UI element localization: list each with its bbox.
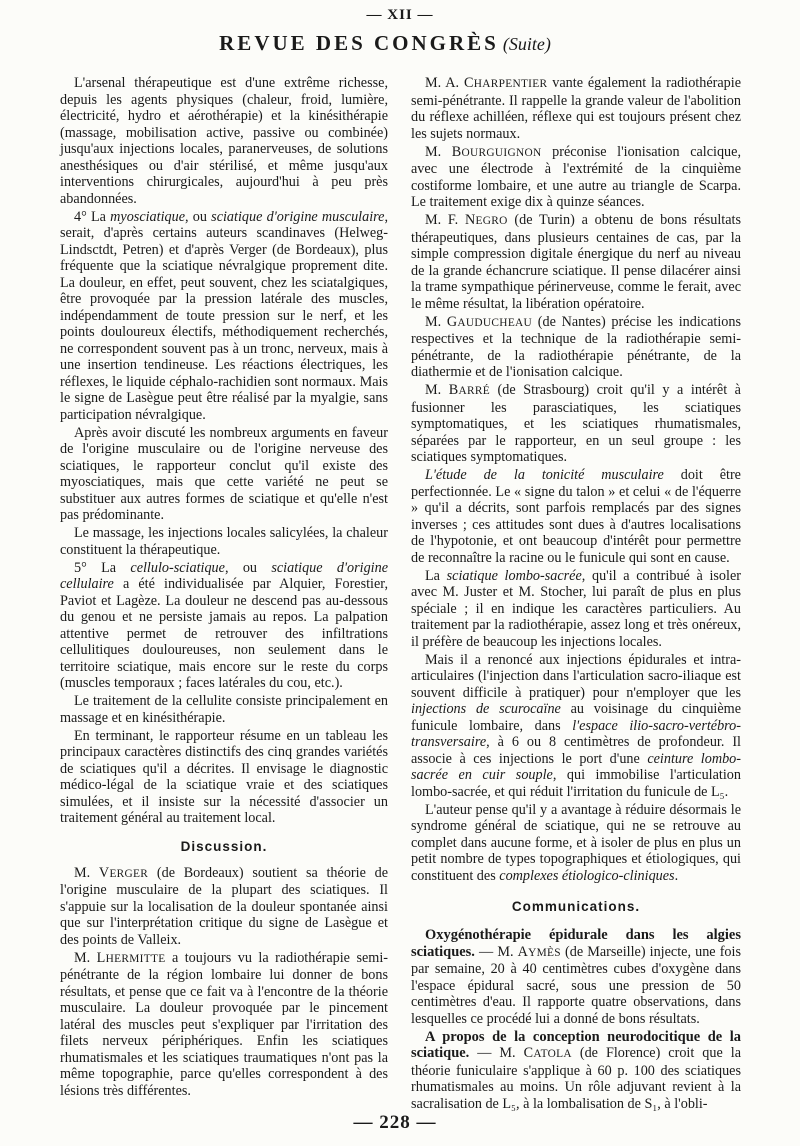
discussion-heading: Discussion. xyxy=(180,838,268,854)
paragraph-barre xyxy=(411,382,741,466)
page-number: — 228 — xyxy=(353,1112,437,1133)
italic-term: sciatique d'origine musculaire xyxy=(211,208,385,225)
paragraph-text: La xyxy=(425,567,447,584)
paragraph-text: , à 6 ou 8 centimètres de profondeur. Il associe à ces injections le port d'une xyxy=(411,734,741,767)
paragraph-injections xyxy=(411,652,741,801)
paragraph-text: a toujours vu la radiothérapie semi-pénétrante de la région lombaire lui donner de bons résultats, et pense que ce fait va à l'encontre de la théorie musculaire. La douleur provoquée par le pincement latéral des muscles peut s'expliquer par l'irritation des filets nerveux périphériques. Enfin les sciatiques rhumatismales et les sciatiques traumatiques n'ont pas la même topographie, parce qu'elles correspondent à des lésions très différentes. xyxy=(60,949,388,1099)
communication-title: A propos de la conception neurodocitique de la sciatique. xyxy=(411,1028,741,1061)
paragraph-text: Le traitement de la cellulite consiste principalement en massage et en kinésithérapie. xyxy=(60,693,388,726)
paragraph-author-conclusion xyxy=(411,802,741,885)
paragraph-text: M. F. xyxy=(425,212,465,228)
italic-term: L'étude de la tonicité musculaire xyxy=(425,467,664,483)
left-column xyxy=(60,75,388,1101)
paragraph-text: (de Bordeaux) soutient sa théorie de l'origine musculaire de la plupart des sciatiques. Il s'appuie sur la localisation de la douleur spontanée ainsi que sur l'interprétation critique du signe de Lasègue et des points de Valleix. xyxy=(60,864,388,948)
paragraph-verger xyxy=(60,865,388,949)
paragraph-text: 5° La xyxy=(74,559,131,576)
title-main: REVUE DES CONGRÈS xyxy=(219,31,499,55)
paragraph-text: Après avoir discuté les nombreux arguments en faveur de l'origine musculaire ou de l'origine nerveuse des sciatiques, le rapporteur conclut qu'il existe des myosciatiques, mais que cette variété ne peut se substituer aux autres formes de sciatique et qu'elle n'est pas prédominante. xyxy=(60,424,388,523)
paragraph-text: M. xyxy=(74,949,97,966)
paragraph-lhermitte xyxy=(60,950,388,1100)
paragraph-text: — M. xyxy=(469,1045,524,1061)
paragraph-text: Le massage, les injections locales salicylées, la chaleur constituent la thérapeutique. xyxy=(60,525,388,558)
communication-catola xyxy=(411,1029,741,1113)
author-name: BARRÉ xyxy=(448,382,490,398)
paragraph-text: (de Strasbourg) croit qu'il y a intérêt à fusionner les parasciatiques, les sciatiques symptomatiques, et les sciatiques rhumatismales, séparées par le rapporteur, en un seul groupe : les sciatiques symptomatiques. xyxy=(411,382,741,465)
paragraph-text: M. xyxy=(425,382,449,398)
paragraph-text: , serait, d'après certains auteurs scandinaves (Helweg-Lindsctdt, Petren) et d'après Verger (de Bordeaux), plus fréquente que la sciatique névralgique proprement dite. La douleur, en effet, peut souvent, chez les sciatalgiques, être provoquée par la pression latérale des muscles, indépendamment de toute pression sur le nerf, et les points douloureux électifs, méthodiquement recherchés, ne correspondent souvent pas à un tronc, nerveux, mais à une insertion tendineuse. Les réactions électriques, les réflexes, le liquide céphalo-rachidien sont normaux. Mais le signe de Lasègue peut être réalisé par la myalgie, sans participation névralgique. xyxy=(60,208,388,423)
paragraph-muscular-tonicity xyxy=(411,467,741,566)
paragraph-text: L'arsenal thérapeutique est d'une extrême richesse, depuis les agents physiques (chaleur, froid, lumière, électricité, hydro et aérothérapie) et la kinésithérapie (massage, mobilisation active, passive ou combinée) jusqu'aux injections locales, paranerveuses, de solutions anesthésiques ou d'air stérilisé, et même jusqu'aux interventions chirurgicales, aujourd'hui à peu près abandonnées. xyxy=(60,75,388,207)
italic-term: myosciatique xyxy=(110,208,186,225)
paragraph-text: M. A. xyxy=(425,75,464,91)
author-name: LHERMITTE xyxy=(96,949,166,966)
paragraph-text: a été individualisée par Alquier, Forestier, Paviot et Lagèze. La douleur ne descend pas au-dessous du genou et ne persiste jamais au repos. La palpation attentive permet de retrouver des infiltrations cellulitiques douloureuses, non seulement dans le territoire sciatique, mais encore sur le reste du corps (muscles temporaux ; faces latérales du cou, etc.). xyxy=(60,576,388,691)
paragraph-text: L'auteur pense qu'il y a avantage à réduire désormais le syndrome général de sciatique, qui ne se retrouve au complet dans aucune forme, et à isoler de plus en plus un petit nombre de types topographiques et étiologiques, qui constituent des xyxy=(411,801,741,884)
paragraph-therapeutic-arsenal xyxy=(60,75,388,207)
communication-title: Oxygénothérapie épidurale dans les algies sciatiques. xyxy=(411,927,741,960)
paragraph-text: au voisinage du cinquième funicule lombaire, dans xyxy=(411,701,742,734)
paragraph-text: doit être perfectionnée. Le « signe du talon » et celui « de l'équerre » qu'il a décrits, sont parfois remplacés par des signes inverses ; ces attitudes sont dues à d'autres localisations de l'hypotonie, et ont beaucoup d'intérêt pour permettre de reconnaître la racine ou le funicule qui sont en cause. xyxy=(411,467,741,566)
paragraph-negro xyxy=(411,212,741,312)
author-name: BOURGUIGNON xyxy=(451,143,542,160)
paragraph-rapporteur-summary xyxy=(60,728,388,827)
title-suffix: (Suite) xyxy=(502,34,551,54)
paragraph-text: (de Turin) a obtenu de bons résultats thérapeutiques, dans plusieurs centaines de cas, par la simple compression digitale énergique du nerf au niveau de la grande échancrure sciatique. Il pense dilacérer ainsi la trame sympathique périnerveuse, comme le ferait, avec le même résultat, la libération opératoire. xyxy=(411,212,741,312)
paragraph-text: , ou xyxy=(224,559,272,576)
paragraph-text: M. xyxy=(74,864,99,881)
journal-section-title xyxy=(0,30,770,59)
author-name: NEGRO xyxy=(465,212,508,228)
paragraph-text: , ou xyxy=(185,208,212,225)
paragraph-charpentier xyxy=(411,75,741,142)
right-column xyxy=(411,75,741,1114)
paragraph-bourguignon xyxy=(411,144,741,211)
paragraph-text: , qui immobilise l'articulation lombo-sacrée, et qui réduit l'irritation du funicule de L₅. xyxy=(411,767,741,800)
paragraph-myosciatique-treatment xyxy=(60,525,388,558)
paragraph-text: , qu'il a contribué à isoler avec M. Juster et M. Stocher, lui paraît de plus en plus spéciale ; il en indique les caractères particuliers. Au traitement par la radiothérapie, assez long et très onéreux, il préfère de beaucoup les injections locales. xyxy=(411,567,741,650)
author-name: GAUDUCHEAU xyxy=(446,313,533,330)
italic-term: injections de scurocaïne xyxy=(411,701,561,717)
paragraph-text: M. xyxy=(425,143,452,160)
author-name: CHARPENTIER xyxy=(463,75,548,91)
paragraph-text: (de Marseille) injecte, une fois par semaine, 20 à 40 centimètres cubes d'oxygène dans l'espace épidural sacré, sous une pression de 50 centimètres d'eau. Il rapporte quatre observations, dans lesquelles ce procédé lui a donné de bons résultats. xyxy=(411,943,741,1027)
italic-term: complexes étiologico-cliniques xyxy=(499,867,675,884)
paragraph-text: En terminant, le rapporteur résume en un tableau les principaux caractères distinctifs des cinq grandes variétés de sciatiques qu'il a décrites. Il envisage le diagnostic médico-légal de la sciatique vraie et des sciatiques simulées, et il insiste sur la nécessité d'associer un traitement général au traitement local. xyxy=(60,727,388,826)
paragraph-text: — M. xyxy=(474,943,518,960)
paragraph-lombo-sacree xyxy=(411,568,741,651)
paragraph-cellulite-treatment xyxy=(60,693,388,726)
paragraph-text: . xyxy=(674,867,679,884)
paragraph-text: vante également la radiothérapie semi-pénétrante. Il rappelle la grande valeur de l'abolition du réflexe achilléen, réflexe qui est toujours présent chez les sujets normaux. xyxy=(411,75,741,142)
paragraph-text: (de Florence) croit que la théorie funiculaire s'applique à 60 p. 100 des sciatiques rhumatismales au moins. Un rôle adjuvant revient à la sacralisation de L₅, à la lombalisation de S₁, à l'obli- xyxy=(411,1045,741,1112)
italic-term: sciatique lombo-sacrée xyxy=(446,567,582,584)
communication-aymes xyxy=(411,927,741,1027)
paragraph-myosciatique xyxy=(60,209,388,424)
paragraph-text: préconise l'ionisation calcique, avec une électrode à l'extrémité de la cinquième costiforme lombaire, et une autre au triangle de Scarpa. Le traitement exige dix à quinze séances. xyxy=(411,143,741,210)
italic-term: ceinture lombo-sacrée en cuir souple xyxy=(411,750,741,783)
paragraph-text: Mais il a renoncé aux injections épidurales et intra-articulaires (l'injection dans l'articulation sacro-iliaque est souvent difficile à pratiquer) pour n'employer que les xyxy=(411,651,741,701)
paragraph-text: 4° La xyxy=(74,208,111,225)
italic-term: l'espace ilio-sacro-vertébro-transversaire xyxy=(411,717,741,750)
paragraph-cellulo-sciatique xyxy=(60,560,388,692)
page-folio-top: — XII — xyxy=(366,7,434,23)
italic-term: sciatique d'origine cellulaire xyxy=(60,559,389,592)
italic-term: cellulo-sciatique xyxy=(130,559,225,576)
paragraph-gauducheau xyxy=(411,314,741,381)
author-name: VERGER xyxy=(98,864,149,881)
communications-heading: Communications. xyxy=(511,899,641,914)
author-name: CATOLA xyxy=(523,1045,572,1061)
paragraph-myosciatique-conclusion xyxy=(60,425,388,524)
paragraph-text: (de Nantes) précise les indications respectives et la technique de la radiothérapie semi-pénétrante, de la radiothérapie pénétrante, de la diathermie et de l'ionisation calcique. xyxy=(411,313,741,380)
paragraph-text: M. xyxy=(425,313,447,330)
author-name: AYMÈS xyxy=(517,943,561,960)
